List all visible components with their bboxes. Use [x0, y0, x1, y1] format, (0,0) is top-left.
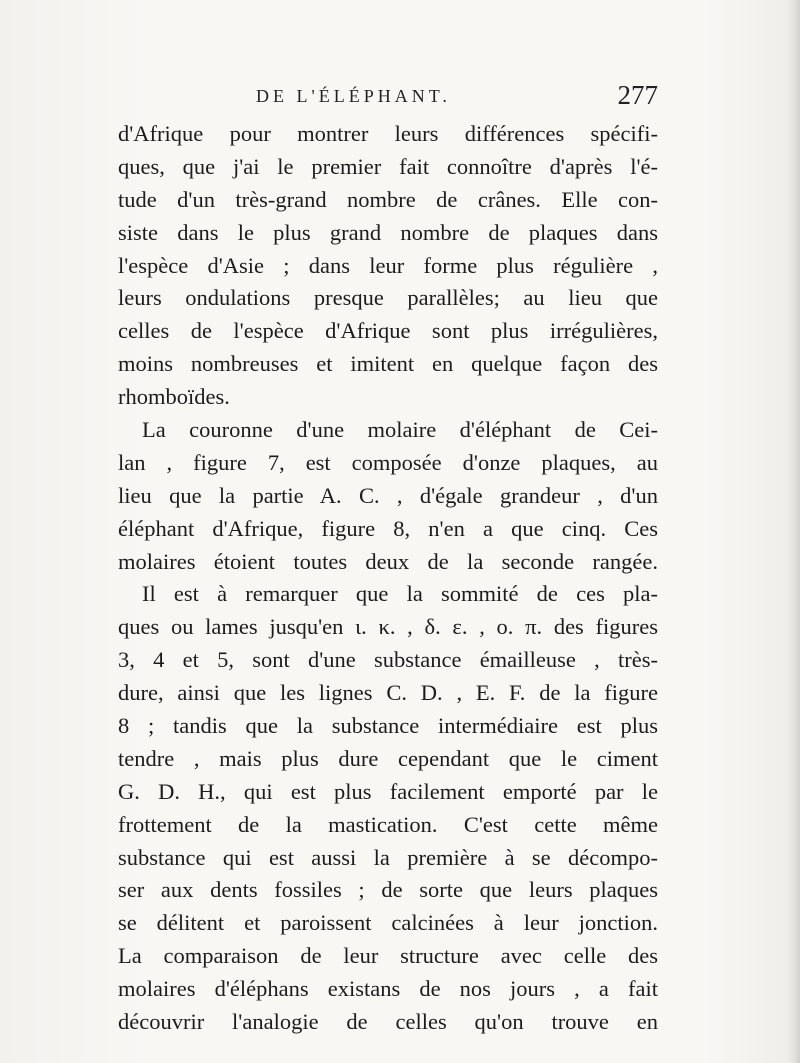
page-edge-shadow — [786, 0, 800, 1063]
text-line: lan , figure 7, est composée d'onze plaques, au — [118, 449, 658, 475]
text-line: substance qui est aussi la première à se décompo- — [118, 844, 658, 870]
text-line: G. D. H., qui est plus facilement emporté par le — [118, 778, 658, 804]
text-line: d'Afrique pour montrer leurs différences spécifi- — [118, 121, 658, 146]
text-line: découvrir l'analogie de celles qu'on trouve en — [118, 1009, 658, 1035]
text-line: La comparaison de leur structure avec celle des — [118, 943, 658, 969]
text-line: frottement de la mastication. C'est cette même — [118, 811, 658, 837]
body-text — [118, 118, 658, 1039]
paragraph-end-line: rhomboïdes. — [118, 384, 230, 410]
text-line: 8 ; tandis que la substance intermédiaire est plus — [118, 713, 658, 739]
text-line: ques, que j'ai le premier fait connoître d'après l'é- — [118, 153, 658, 179]
text-line: leurs ondulations presque parallèles; au lieu que — [118, 285, 658, 311]
paragraph-start-line: La couronne d'une molaire d'éléphant de Cei- — [142, 417, 658, 443]
running-title: DE L'ÉLÉPHANT. — [256, 86, 451, 106]
text-line: siste dans le plus grand nombre de plaques dans — [118, 219, 658, 245]
text-line: 3, 4 et 5, sont d'une substance émailleuse , très- — [118, 647, 658, 673]
text-line: ques ou lames jusqu'en ι. κ. , δ. ε. , ο. π. des figures — [118, 614, 658, 640]
running-header — [118, 80, 658, 120]
text-line: molaires d'éléphans existans de nos jours , a fait — [118, 976, 658, 1002]
text-line: éléphant d'Afrique, figure 8, n'en a que cinq. Ces — [118, 515, 658, 541]
paragraph-start-line: Il est à remarquer que la sommité de ces pla- — [142, 581, 658, 607]
text-line: celles de l'espèce d'Afrique sont plus irrégulières, — [118, 318, 658, 344]
text-line: se délitent et paroissent calcinées à leur jonction. — [118, 910, 658, 936]
text-line: moins nombreuses et imitent en quelque façon des — [118, 351, 658, 377]
text-line: dure, ainsi que les lignes C. D. , E. F. de la figure — [118, 680, 658, 706]
text-line: tude d'un très-grand nombre de crânes. Elle con- — [118, 186, 658, 212]
text-line: tendre , mais plus dure cependant que le ciment — [118, 745, 658, 771]
text-line: lieu que la partie A. C. , d'égale grandeur , d'un — [118, 482, 658, 508]
paragraph-end-line: molaires étoient toutes deux de la seconde rangée. — [118, 548, 658, 574]
page-number: 277 — [617, 80, 658, 110]
text-line: l'espèce d'Asie ; dans leur forme plus régulière , — [118, 252, 658, 278]
text-line: ser aux dents fossiles ; de sorte que leurs plaques — [118, 877, 658, 903]
